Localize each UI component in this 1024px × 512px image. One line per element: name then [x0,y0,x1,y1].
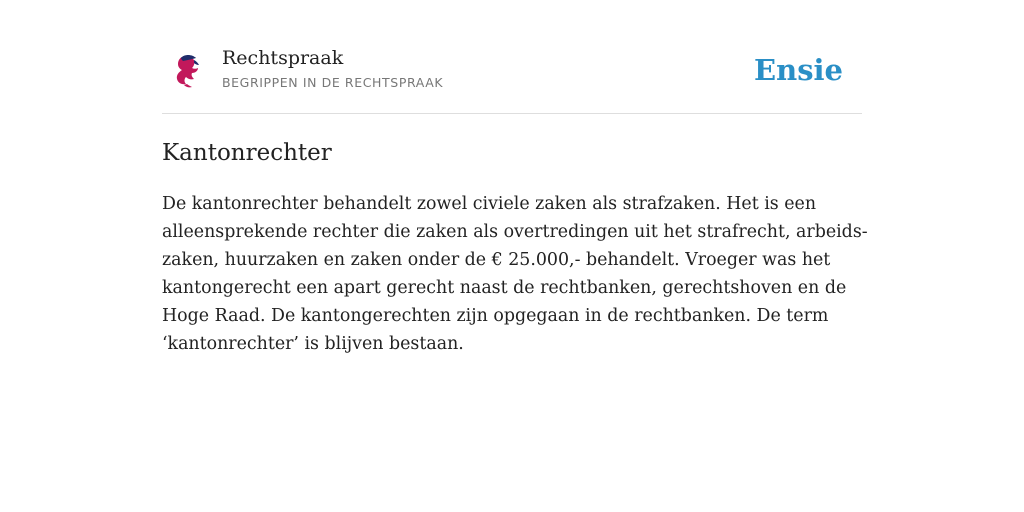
definition-line: alleensprekende rechter die zaken als overtredingen uit het strafrecht, arbeids- [162,222,868,242]
definition-line: zaken, huurzaken en zaken onder de € 25.000,- behandelt. Vroeger was het [162,250,831,270]
definition-line: kantongerecht een apart gerecht naast de rechtbanken, gerechtshoven en de [162,278,847,298]
definition-line: De kantonrechter behandelt zowel civiele zaken als strafzaken. Het is een [162,194,817,214]
term-definition [162,190,868,358]
definition-line: Hoge Raad. De kantongerechten zijn opgegaan in de rechtbanken. De term [162,306,829,326]
term-title: Kantonrechter [162,140,332,166]
definition-line: ‘kantonrechter’ is blijven bestaan. [162,334,464,354]
rechtspraak-logo-icon[interactable] [172,52,202,90]
source-title[interactable]: Rechtspraak [222,47,344,69]
ensie-brand-logo[interactable]: Ensie [754,53,843,87]
source-subtitle: BEGRIPPEN IN DE RECHTSPRAAK [222,75,444,90]
header [162,0,862,114]
